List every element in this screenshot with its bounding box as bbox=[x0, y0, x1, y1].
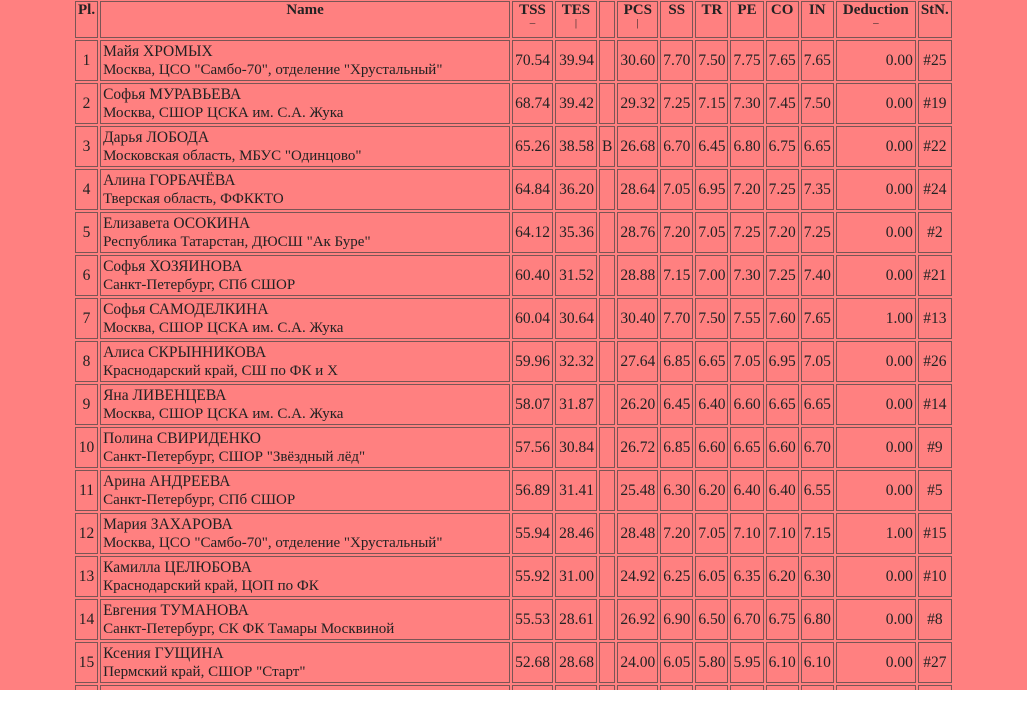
skater-cell bbox=[100, 642, 510, 683]
pe-cell: 7.75 bbox=[730, 40, 763, 81]
skater-club: Санкт-Петербург, СШОР "Звёздный лёд" bbox=[103, 448, 366, 465]
table-row bbox=[75, 384, 952, 425]
skater-cell bbox=[100, 513, 510, 554]
deduction-cell: 0.00 bbox=[836, 599, 916, 640]
start-number-cell: #10 bbox=[918, 556, 952, 597]
co-cell: 6.10 bbox=[766, 642, 799, 683]
tss-cell: 60.40 bbox=[512, 255, 553, 296]
pe-cell: 7.20 bbox=[730, 169, 763, 210]
co-cell: 6.65 bbox=[766, 384, 799, 425]
start-number-cell: #19 bbox=[918, 83, 952, 124]
header-ss[interactable]: SS bbox=[660, 1, 693, 38]
ss-cell: 7.15 bbox=[660, 255, 693, 296]
empty-cell bbox=[100, 685, 510, 690]
header-tr[interactable]: TR bbox=[695, 1, 728, 38]
tss-cell: 68.74 bbox=[512, 83, 553, 124]
tr-cell: 6.95 bbox=[695, 169, 728, 210]
place-cell: 2 bbox=[75, 83, 98, 124]
tr-cell: 5.80 bbox=[695, 642, 728, 683]
tr-cell: 7.00 bbox=[695, 255, 728, 296]
in-cell: 6.80 bbox=[801, 599, 834, 640]
tes-cell: 30.84 bbox=[555, 427, 597, 468]
start-number-cell: #24 bbox=[918, 169, 952, 210]
tes-cell: 28.46 bbox=[555, 513, 597, 554]
empty-cell bbox=[599, 685, 615, 690]
tes-cell: 31.52 bbox=[555, 255, 597, 296]
in-cell: 7.15 bbox=[801, 513, 834, 554]
skater-cell bbox=[100, 212, 510, 253]
tss-cell: 58.07 bbox=[512, 384, 553, 425]
ss-cell: 7.20 bbox=[660, 212, 693, 253]
skater-name[interactable]: Майя ХРОМЫХ bbox=[103, 42, 213, 60]
tes-cell: 31.41 bbox=[555, 470, 597, 511]
tes-cell: 28.68 bbox=[555, 642, 597, 683]
ss-cell: 7.05 bbox=[660, 169, 693, 210]
tss-cell: 57.56 bbox=[512, 427, 553, 468]
deduction-cell: 0.00 bbox=[836, 169, 916, 210]
table-row bbox=[75, 556, 952, 597]
header-pcs[interactable]: PCS | bbox=[617, 1, 658, 38]
ss-cell: 6.90 bbox=[660, 599, 693, 640]
pcs-cell: 26.68 bbox=[617, 126, 658, 167]
skater-cell bbox=[100, 599, 510, 640]
tss-cell: 55.94 bbox=[512, 513, 553, 554]
skater-club: Москва, СШОР ЦСКА им. С.А. Жука bbox=[103, 405, 344, 422]
table-row bbox=[75, 642, 952, 683]
co-cell: 6.40 bbox=[766, 470, 799, 511]
skater-club: Краснодарский край, ЦОП по ФК bbox=[103, 577, 319, 594]
skater-cell bbox=[100, 427, 510, 468]
skater-name[interactable]: Дарья ЛОБОДА bbox=[103, 128, 210, 146]
skater-cell bbox=[100, 126, 510, 167]
pcs-cell: 24.00 bbox=[617, 642, 658, 683]
empty-cell bbox=[730, 685, 763, 690]
empty-cell bbox=[555, 685, 597, 690]
skater-cell bbox=[100, 341, 510, 382]
flag-cell bbox=[599, 556, 615, 597]
tr-cell: 7.15 bbox=[695, 83, 728, 124]
co-cell: 7.10 bbox=[766, 513, 799, 554]
header-pe[interactable]: PE bbox=[730, 1, 763, 38]
skater-club: Москва, СШОР ЦСКА им. С.А. Жука bbox=[103, 319, 344, 336]
header-tes[interactable]: TES | bbox=[555, 1, 597, 38]
in-cell: 7.25 bbox=[801, 212, 834, 253]
flag-cell bbox=[599, 470, 615, 511]
ss-cell: 6.30 bbox=[660, 470, 693, 511]
flag-cell bbox=[599, 599, 615, 640]
pcs-cell: 28.76 bbox=[617, 212, 658, 253]
header-flag bbox=[599, 1, 615, 38]
pe-cell: 6.60 bbox=[730, 384, 763, 425]
empty-cell bbox=[617, 685, 658, 690]
header-deduction[interactable]: Deduction – bbox=[836, 1, 916, 38]
pe-cell: 7.55 bbox=[730, 298, 763, 339]
empty-cell bbox=[918, 685, 952, 690]
results-table bbox=[73, 0, 954, 690]
flag-cell bbox=[599, 83, 615, 124]
skater-club: Санкт-Петербург, СК ФК Тамары Москвиной bbox=[103, 620, 395, 637]
skater-name[interactable]: Алиса СКРЫННИКОВА bbox=[103, 343, 267, 361]
skater-name[interactable]: Камилла ЦЕЛЮБОВА bbox=[103, 558, 252, 576]
place-cell: 13 bbox=[75, 556, 98, 597]
pcs-cell: 30.40 bbox=[617, 298, 658, 339]
deduction-cell: 0.00 bbox=[836, 83, 916, 124]
skater-cell bbox=[100, 298, 510, 339]
header-co[interactable]: CO bbox=[766, 1, 799, 38]
pe-cell: 6.80 bbox=[730, 126, 763, 167]
skater-name[interactable]: Елизавета ОСОКИНА bbox=[103, 214, 251, 232]
skater-cell bbox=[100, 556, 510, 597]
skater-name[interactable]: Ксения ГУЩИНА bbox=[103, 644, 224, 662]
place-cell: 9 bbox=[75, 384, 98, 425]
tss-cell: 60.04 bbox=[512, 298, 553, 339]
in-cell: 6.65 bbox=[801, 384, 834, 425]
skater-name[interactable]: Яна ЛИВЕНЦЕВА bbox=[103, 386, 227, 404]
table-row bbox=[75, 470, 952, 511]
ss-cell: 6.25 bbox=[660, 556, 693, 597]
sort-neutral-icon: | bbox=[574, 17, 578, 29]
tr-cell: 6.45 bbox=[695, 126, 728, 167]
co-cell: 7.60 bbox=[766, 298, 799, 339]
table-row bbox=[75, 40, 952, 81]
pcs-cell: 27.64 bbox=[617, 341, 658, 382]
header-tss[interactable]: TSS – bbox=[512, 1, 553, 38]
flag-cell bbox=[599, 427, 615, 468]
in-cell: 6.65 bbox=[801, 126, 834, 167]
header-row bbox=[75, 1, 952, 38]
skater-club: Москва, ЦСО "Самбо-70", отделение "Хрустальный" bbox=[103, 534, 443, 551]
skater-club: Краснодарский край, СШ по ФК и Х bbox=[103, 362, 338, 379]
tr-cell: 6.65 bbox=[695, 341, 728, 382]
tes-cell: 31.87 bbox=[555, 384, 597, 425]
tr-cell: 7.50 bbox=[695, 40, 728, 81]
empty-cell bbox=[836, 685, 916, 690]
header-place[interactable]: Pl. bbox=[75, 1, 98, 38]
place-cell: 1 bbox=[75, 40, 98, 81]
empty-cell bbox=[766, 685, 799, 690]
tr-cell: 6.20 bbox=[695, 470, 728, 511]
place-cell: 14 bbox=[75, 599, 98, 640]
co-cell: 6.60 bbox=[766, 427, 799, 468]
ss-cell: 7.70 bbox=[660, 40, 693, 81]
ss-cell: 6.85 bbox=[660, 341, 693, 382]
deduction-cell: 0.00 bbox=[836, 126, 916, 167]
pcs-cell: 28.88 bbox=[617, 255, 658, 296]
deduction-cell: 0.00 bbox=[836, 556, 916, 597]
header-name[interactable]: Name bbox=[100, 1, 510, 38]
skater-club: Тверская область, ФФККТО bbox=[103, 190, 284, 207]
start-number-cell: #8 bbox=[918, 599, 952, 640]
tr-cell: 7.50 bbox=[695, 298, 728, 339]
deduction-cell: 0.00 bbox=[836, 40, 916, 81]
skater-name[interactable]: Софья ХОЗЯИНОВА bbox=[103, 257, 243, 275]
in-cell: 7.40 bbox=[801, 255, 834, 296]
place-cell: 3 bbox=[75, 126, 98, 167]
skater-cell bbox=[100, 470, 510, 511]
table-row bbox=[75, 169, 952, 210]
in-cell: 7.50 bbox=[801, 83, 834, 124]
skater-cell bbox=[100, 40, 510, 81]
tss-cell: 52.68 bbox=[512, 642, 553, 683]
flag-cell bbox=[599, 255, 615, 296]
ss-cell: 6.45 bbox=[660, 384, 693, 425]
tss-cell: 55.92 bbox=[512, 556, 553, 597]
place-cell: 7 bbox=[75, 298, 98, 339]
skater-cell bbox=[100, 83, 510, 124]
skater-club: Санкт-Петербург, СПб СШОР bbox=[103, 276, 296, 293]
pe-cell: 5.95 bbox=[730, 642, 763, 683]
pcs-cell: 30.60 bbox=[617, 40, 658, 81]
tes-cell: 36.20 bbox=[555, 169, 597, 210]
table-row bbox=[75, 255, 952, 296]
place-cell: 4 bbox=[75, 169, 98, 210]
skater-cell bbox=[100, 255, 510, 296]
flag-cell bbox=[599, 298, 615, 339]
pcs-cell: 26.20 bbox=[617, 384, 658, 425]
in-cell: 6.55 bbox=[801, 470, 834, 511]
flag-cell bbox=[599, 384, 615, 425]
deduction-cell: 1.00 bbox=[836, 513, 916, 554]
tes-cell: 39.94 bbox=[555, 40, 597, 81]
header-in[interactable]: IN bbox=[801, 1, 834, 38]
place-cell: 10 bbox=[75, 427, 98, 468]
empty-cell bbox=[801, 685, 834, 690]
table-row bbox=[75, 298, 952, 339]
tr-cell: 7.05 bbox=[695, 212, 728, 253]
table-row bbox=[75, 427, 952, 468]
flag-cell: B bbox=[599, 126, 615, 167]
ss-cell: 6.05 bbox=[660, 642, 693, 683]
skater-club: Москва, СШОР ЦСКА им. С.А. Жука bbox=[103, 104, 344, 121]
tss-cell: 55.53 bbox=[512, 599, 553, 640]
pcs-cell: 28.64 bbox=[617, 169, 658, 210]
co-cell: 7.20 bbox=[766, 212, 799, 253]
co-cell: 7.25 bbox=[766, 255, 799, 296]
table-row bbox=[75, 513, 952, 554]
ss-cell: 7.25 bbox=[660, 83, 693, 124]
table-row bbox=[75, 341, 952, 382]
ss-cell: 7.20 bbox=[660, 513, 693, 554]
skater-name[interactable]: Евгения ТУМАНОВА bbox=[103, 601, 249, 619]
tss-cell: 64.84 bbox=[512, 169, 553, 210]
pe-cell: 7.10 bbox=[730, 513, 763, 554]
tss-cell: 64.12 bbox=[512, 212, 553, 253]
co-cell: 6.75 bbox=[766, 599, 799, 640]
pcs-cell: 28.48 bbox=[617, 513, 658, 554]
start-number-cell: #14 bbox=[918, 384, 952, 425]
pe-cell: 6.65 bbox=[730, 427, 763, 468]
pcs-cell: 26.92 bbox=[617, 599, 658, 640]
co-cell: 7.25 bbox=[766, 169, 799, 210]
tes-cell: 28.61 bbox=[555, 599, 597, 640]
co-cell: 6.20 bbox=[766, 556, 799, 597]
sort-desc-icon: – bbox=[873, 17, 879, 29]
sort-desc-icon: – bbox=[529, 17, 536, 29]
tss-cell: 70.54 bbox=[512, 40, 553, 81]
start-number-cell: #2 bbox=[918, 212, 952, 253]
ss-cell: 7.70 bbox=[660, 298, 693, 339]
skater-cell bbox=[100, 169, 510, 210]
skater-name[interactable]: Мария ЗАХАРОВА bbox=[103, 515, 233, 533]
tss-cell: 56.89 bbox=[512, 470, 553, 511]
deduction-cell: 0.00 bbox=[836, 470, 916, 511]
tss-cell: 65.26 bbox=[512, 126, 553, 167]
deduction-cell: 0.00 bbox=[836, 642, 916, 683]
skater-name[interactable]: Софья САМОДЕЛКИНА bbox=[103, 300, 269, 318]
co-cell: 6.95 bbox=[766, 341, 799, 382]
start-number-cell: #15 bbox=[918, 513, 952, 554]
start-number-cell: #13 bbox=[918, 298, 952, 339]
deduction-cell: 0.00 bbox=[836, 212, 916, 253]
table-row bbox=[75, 685, 952, 690]
tes-cell: 38.58 bbox=[555, 126, 597, 167]
in-cell: 7.65 bbox=[801, 298, 834, 339]
tr-cell: 6.50 bbox=[695, 599, 728, 640]
flag-cell bbox=[599, 40, 615, 81]
skater-club: Санкт-Петербург, СПб СШОР bbox=[103, 491, 296, 508]
place-cell: 12 bbox=[75, 513, 98, 554]
start-number-cell: #22 bbox=[918, 126, 952, 167]
deduction-cell: 0.00 bbox=[836, 341, 916, 382]
sort-neutral-icon: | bbox=[636, 17, 639, 29]
pcs-cell: 29.32 bbox=[617, 83, 658, 124]
table-row bbox=[75, 599, 952, 640]
flag-cell bbox=[599, 341, 615, 382]
tes-cell: 30.64 bbox=[555, 298, 597, 339]
flag-cell bbox=[599, 513, 615, 554]
place-cell: 8 bbox=[75, 341, 98, 382]
tr-cell: 6.40 bbox=[695, 384, 728, 425]
empty-cell bbox=[660, 685, 693, 690]
deduction-cell: 1.00 bbox=[836, 298, 916, 339]
place-cell: 6 bbox=[75, 255, 98, 296]
skater-club: Московская область, МБУС "Одинцово" bbox=[103, 147, 362, 164]
in-cell: 7.65 bbox=[801, 40, 834, 81]
pcs-cell: 24.92 bbox=[617, 556, 658, 597]
start-number-cell: #27 bbox=[918, 642, 952, 683]
flag-cell bbox=[599, 212, 615, 253]
tes-cell: 35.36 bbox=[555, 212, 597, 253]
tes-cell: 32.32 bbox=[555, 341, 597, 382]
skater-club: Пермский край, СШОР "Старт" bbox=[103, 663, 306, 680]
pe-cell: 6.70 bbox=[730, 599, 763, 640]
skater-name[interactable]: Арина АНДРЕЕВА bbox=[103, 472, 231, 490]
tes-cell: 31.00 bbox=[555, 556, 597, 597]
pe-cell: 7.25 bbox=[730, 212, 763, 253]
in-cell: 6.30 bbox=[801, 556, 834, 597]
empty-cell bbox=[512, 685, 553, 690]
pcs-cell: 25.48 bbox=[617, 470, 658, 511]
start-number-cell: #25 bbox=[918, 40, 952, 81]
skater-cell bbox=[100, 384, 510, 425]
in-cell: 7.35 bbox=[801, 169, 834, 210]
flag-cell bbox=[599, 642, 615, 683]
skater-name[interactable]: Алина ГОРБАЧЁВА bbox=[103, 171, 236, 189]
in-cell: 6.70 bbox=[801, 427, 834, 468]
in-cell: 6.10 bbox=[801, 642, 834, 683]
empty-cell bbox=[75, 685, 98, 690]
start-number-cell: #21 bbox=[918, 255, 952, 296]
co-cell: 7.45 bbox=[766, 83, 799, 124]
in-cell: 7.05 bbox=[801, 341, 834, 382]
skater-club: Москва, ЦСО "Самбо-70", отделение "Хрустальный" bbox=[103, 61, 443, 78]
skater-name[interactable]: Софья МУРАВЬЕВА bbox=[103, 85, 242, 103]
deduction-cell: 0.00 bbox=[836, 255, 916, 296]
start-number-cell: #9 bbox=[918, 427, 952, 468]
tr-cell: 7.05 bbox=[695, 513, 728, 554]
place-cell: 11 bbox=[75, 470, 98, 511]
table-row bbox=[75, 212, 952, 253]
co-cell: 6.75 bbox=[766, 126, 799, 167]
tr-cell: 6.60 bbox=[695, 427, 728, 468]
pe-cell: 6.35 bbox=[730, 556, 763, 597]
pe-cell: 7.05 bbox=[730, 341, 763, 382]
skater-name[interactable]: Полина СВИРИДЕНКО bbox=[103, 429, 261, 447]
deduction-cell: 0.00 bbox=[836, 427, 916, 468]
place-cell: 15 bbox=[75, 642, 98, 683]
table-row bbox=[75, 126, 952, 167]
pe-cell: 7.30 bbox=[730, 83, 763, 124]
ss-cell: 6.70 bbox=[660, 126, 693, 167]
header-start-number[interactable]: StN. bbox=[918, 1, 952, 38]
flag-cell bbox=[599, 169, 615, 210]
start-number-cell: #26 bbox=[918, 341, 952, 382]
skater-club: Республика Татарстан, ДЮСШ "Ак Буре" bbox=[103, 233, 371, 250]
tes-cell: 39.42 bbox=[555, 83, 597, 124]
place-cell: 5 bbox=[75, 212, 98, 253]
deduction-cell: 0.00 bbox=[836, 384, 916, 425]
ss-cell: 6.85 bbox=[660, 427, 693, 468]
tss-cell: 59.96 bbox=[512, 341, 553, 382]
tr-cell: 6.05 bbox=[695, 556, 728, 597]
pe-cell: 6.40 bbox=[730, 470, 763, 511]
pe-cell: 7.30 bbox=[730, 255, 763, 296]
pcs-cell: 26.72 bbox=[617, 427, 658, 468]
start-number-cell: #5 bbox=[918, 470, 952, 511]
table-row bbox=[75, 83, 952, 124]
co-cell: 7.65 bbox=[766, 40, 799, 81]
empty-cell bbox=[695, 685, 728, 690]
